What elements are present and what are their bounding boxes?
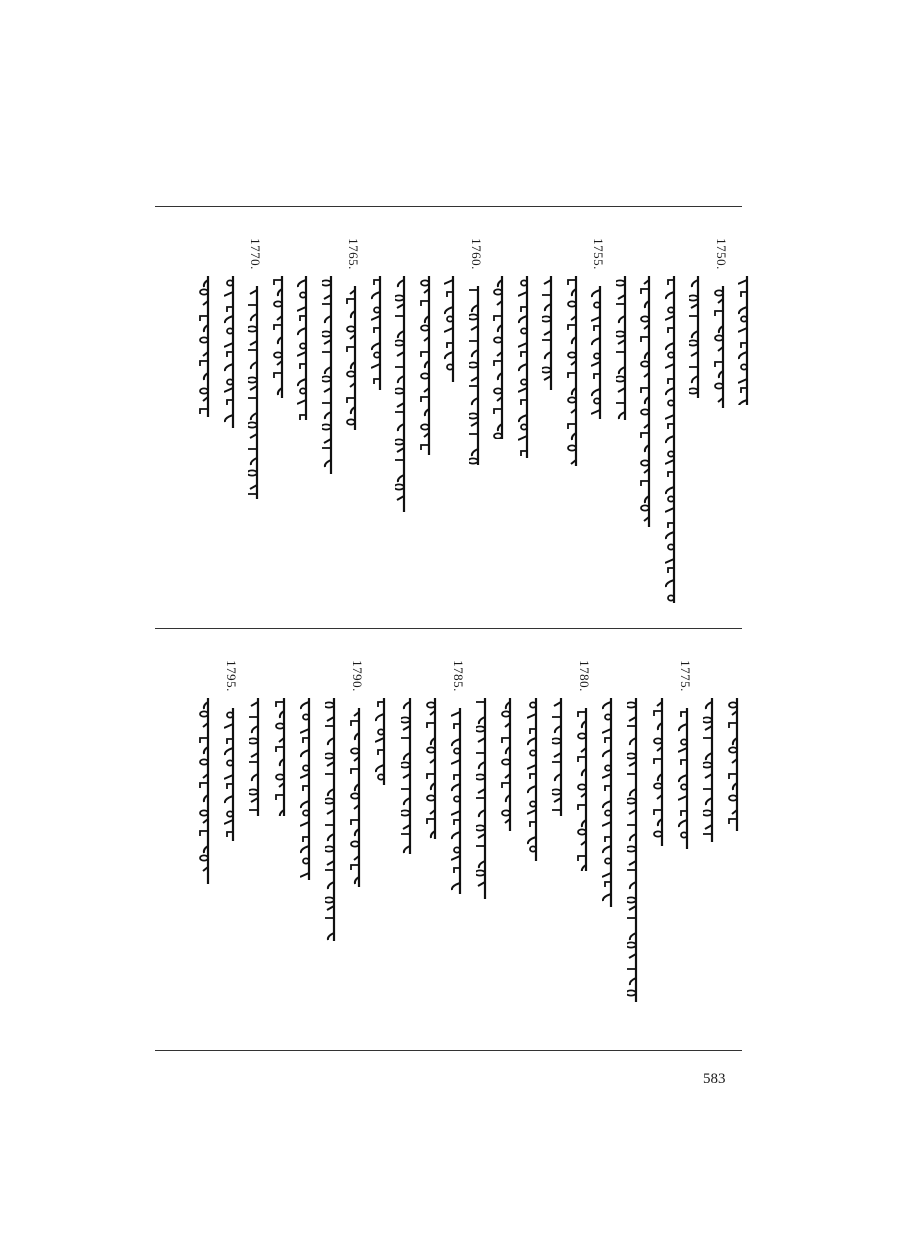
verse-column xyxy=(563,228,585,608)
verse-column xyxy=(674,650,696,1030)
mongolian-script-line xyxy=(678,708,692,849)
mongolian-script-line xyxy=(322,276,336,474)
verse-column xyxy=(416,228,438,608)
verse-column xyxy=(220,650,242,1030)
mongolian-script-line xyxy=(395,276,409,512)
verse-column xyxy=(391,228,413,608)
mongolian-script-line xyxy=(444,276,458,382)
mongolian-script-line xyxy=(602,698,616,907)
verse-column xyxy=(685,228,707,608)
mongolian-script-line xyxy=(224,276,238,428)
mongolian-script-line xyxy=(375,698,389,785)
mongolian-script-line xyxy=(552,698,566,816)
verse-number: 1755. xyxy=(591,238,606,270)
mongolian-script-line xyxy=(451,708,465,894)
top-rule xyxy=(155,206,742,207)
verse-number: 1775. xyxy=(677,660,693,692)
verse-column xyxy=(371,650,393,1030)
verse-column xyxy=(397,650,419,1030)
verse-column xyxy=(296,650,318,1030)
verse-column xyxy=(523,650,545,1030)
mongolian-script-line xyxy=(665,276,679,603)
upper-verse-panel xyxy=(155,228,742,608)
verse-column xyxy=(472,650,494,1030)
mongolian-script-line xyxy=(275,698,289,816)
mongolian-script-line xyxy=(542,276,556,390)
page-number: 583 xyxy=(703,1071,726,1087)
verse-column xyxy=(573,650,595,1030)
verse-number: 1780. xyxy=(577,660,592,692)
verse-column xyxy=(293,228,315,608)
mongolian-script-line xyxy=(493,276,507,439)
mongolian-script-line xyxy=(653,698,667,846)
verse-column xyxy=(497,650,519,1030)
verse-number: 1770. xyxy=(248,238,263,270)
mongolian-script-line xyxy=(300,698,314,880)
verse-column xyxy=(514,228,536,608)
verse-column xyxy=(636,228,658,608)
mongolian-script-line xyxy=(689,276,703,398)
verse-column xyxy=(271,650,293,1030)
verse-column xyxy=(269,228,291,608)
mongolian-script-line xyxy=(249,698,263,816)
verse-column xyxy=(318,228,340,608)
mongolian-script-line xyxy=(728,698,742,831)
verse-number: 1765. xyxy=(346,238,361,270)
mongolian-script-line xyxy=(469,286,483,465)
mongolian-script-line xyxy=(426,698,440,839)
mongolian-script-line xyxy=(714,286,728,408)
verse-number: 1790. xyxy=(350,660,366,692)
mongolian-script-line xyxy=(616,276,630,420)
verse-column xyxy=(612,228,634,608)
verse-column xyxy=(367,228,389,608)
mongolian-script-line xyxy=(371,276,385,390)
verse-column xyxy=(587,228,609,608)
verse-number: 1795. xyxy=(224,660,240,692)
mongolian-script-line xyxy=(577,708,591,871)
mongolian-script-line xyxy=(199,276,213,417)
mongolian-script-line xyxy=(199,698,213,884)
verse-column xyxy=(661,228,683,608)
verse-column xyxy=(548,650,570,1030)
mongolian-script-line xyxy=(297,276,311,420)
mongolian-script-line xyxy=(325,698,339,941)
mongolian-script-line xyxy=(738,276,752,405)
verse-column xyxy=(489,228,511,608)
mongolian-script-line xyxy=(248,286,262,499)
verse-column xyxy=(623,650,645,1030)
verse-column xyxy=(465,228,487,608)
verse-column xyxy=(598,650,620,1030)
verse-column xyxy=(440,228,462,608)
mongolian-script-line xyxy=(346,286,360,430)
verse-column xyxy=(422,650,444,1030)
mongolian-script-line xyxy=(627,698,641,1002)
mongolian-script-line xyxy=(501,698,515,831)
mongolian-script-line xyxy=(703,698,717,842)
verse-column xyxy=(220,228,242,608)
verse-column xyxy=(710,228,732,608)
middle-rule xyxy=(155,628,742,629)
verse-number: 1750. xyxy=(713,238,729,270)
verse-column xyxy=(245,650,267,1030)
verse-number: 1785. xyxy=(451,660,466,692)
verse-column xyxy=(244,228,266,608)
verse-column xyxy=(538,228,560,608)
verse-number: 1760. xyxy=(468,238,484,270)
lower-verse-panel xyxy=(155,650,742,1030)
mongolian-script-line xyxy=(401,698,415,854)
verse-column xyxy=(649,650,671,1030)
verse-column xyxy=(342,228,364,608)
mongolian-script-line xyxy=(640,276,654,527)
verse-column xyxy=(447,650,469,1030)
mongolian-script-line xyxy=(476,698,490,899)
mongolian-script-line xyxy=(527,698,541,861)
bottom-rule xyxy=(155,1050,742,1051)
mongolian-script-line xyxy=(591,286,605,419)
mongolian-script-line xyxy=(567,276,581,466)
verse-column xyxy=(724,650,746,1030)
mongolian-script-line xyxy=(273,276,287,398)
verse-column xyxy=(346,650,368,1030)
verse-column xyxy=(195,228,217,608)
mongolian-script-line xyxy=(224,708,238,841)
mongolian-script-line xyxy=(518,276,532,458)
mongolian-script-line xyxy=(420,276,434,455)
verse-column xyxy=(734,228,756,608)
mongolian-script-line xyxy=(350,708,364,887)
verse-column xyxy=(195,650,217,1030)
verse-column xyxy=(321,650,343,1030)
verse-column xyxy=(699,650,721,1030)
